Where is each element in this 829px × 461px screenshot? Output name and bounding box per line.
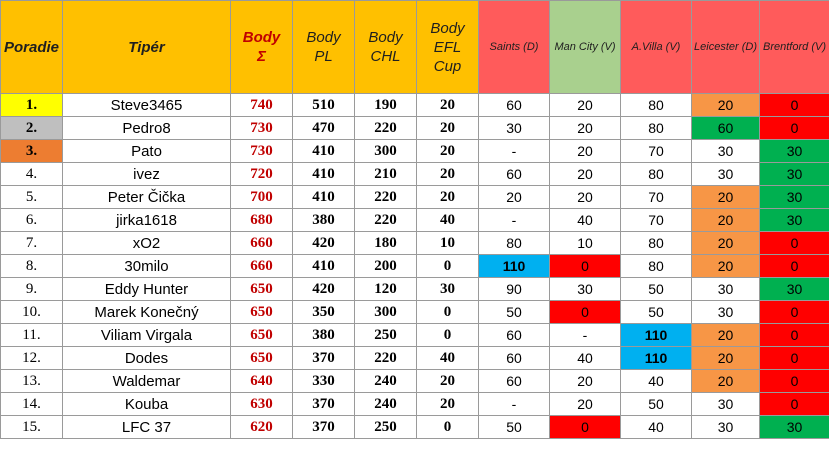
match-points-cell: 20 [479,186,550,209]
total-points-cell: 640 [231,370,293,393]
efl-points-cell: 0 [417,301,479,324]
header-efl-line1: Body [430,19,465,37]
match-points-cell: 30 [550,278,621,301]
match-points-cell: - [550,324,621,347]
efl-points-cell: 10 [417,232,479,255]
match-points-cell: 30 [760,278,829,301]
match-points-cell: 20 [692,324,760,347]
pl-points-cell: 380 [293,324,355,347]
match-points-cell: 30 [479,117,550,140]
rank-cell: 6. [1,209,63,232]
chl-points-cell: 190 [355,94,417,117]
header-efl [417,1,479,94]
table-row [1,209,829,232]
player-name-cell: LFC 37 [63,416,231,439]
total-points-cell: 730 [231,117,293,140]
player-name-cell: Peter Čička [63,186,231,209]
match-points-cell: 110 [621,347,692,370]
efl-points-cell: 20 [417,370,479,393]
match-points-cell: - [479,393,550,416]
player-name-cell: ivez [63,163,231,186]
match-points-cell: 30 [692,278,760,301]
match-points-cell: 30 [692,416,760,439]
total-points-cell: 700 [231,186,293,209]
match-points-cell: 40 [550,347,621,370]
rank-cell: 7. [1,232,63,255]
header-team-saints [479,1,550,94]
match-points-cell: 70 [621,140,692,163]
match-points-cell: 0 [550,255,621,278]
table-row [1,94,829,117]
pl-points-cell: 380 [293,209,355,232]
table-row [1,416,829,439]
match-points-cell: 30 [692,140,760,163]
match-points-cell: 80 [621,94,692,117]
match-points-cell: 80 [479,232,550,255]
match-points-cell: 50 [621,301,692,324]
match-points-cell: 80 [621,255,692,278]
match-points-cell: 20 [550,94,621,117]
header-total [231,1,293,94]
header-total-line1: Body [242,29,281,46]
player-name-cell: xO2 [63,232,231,255]
rank-cell: 13. [1,370,63,393]
efl-points-cell: 20 [417,94,479,117]
pl-points-cell: 420 [293,278,355,301]
header-chl [355,1,417,94]
total-points-cell: 680 [231,209,293,232]
pl-points-cell: 510 [293,94,355,117]
total-points-cell: 650 [231,347,293,370]
match-points-cell: 30 [692,301,760,324]
match-points-cell: - [479,209,550,232]
match-points-cell: 30 [692,393,760,416]
total-points-cell: 740 [231,94,293,117]
efl-points-cell: 20 [417,117,479,140]
chl-points-cell: 200 [355,255,417,278]
match-points-cell: 20 [550,163,621,186]
match-points-cell: 0 [760,301,829,324]
team-label: Man City (V) [554,41,616,53]
match-points-cell: 30 [760,416,829,439]
match-points-cell: 60 [692,117,760,140]
player-name-cell: jirka1618 [63,209,231,232]
player-name-cell: Eddy Hunter [63,278,231,301]
table-row [1,393,829,416]
header-name [63,1,231,94]
player-name-cell: Viliam Virgala [63,324,231,347]
match-points-cell: 20 [550,186,621,209]
header-team-avilla [621,1,692,94]
header-team-brentford [760,1,829,94]
total-points-cell: 650 [231,324,293,347]
rank-cell: 10. [1,301,63,324]
table-row [1,324,829,347]
header-pl-line1: Body [306,29,341,46]
header-pl [293,1,355,94]
chl-points-cell: 220 [355,209,417,232]
match-points-cell: 0 [760,324,829,347]
match-points-cell: 30 [692,163,760,186]
match-points-cell: 20 [692,186,760,209]
match-points-cell: 20 [692,94,760,117]
match-points-cell: 80 [621,163,692,186]
table-row [1,117,829,140]
header-total-line2: Σ [257,48,266,65]
rank-cell: 9. [1,278,63,301]
match-points-cell: 30 [760,186,829,209]
team-label: Saints (D) [489,41,539,53]
match-points-cell: 0 [760,347,829,370]
efl-points-cell: 30 [417,278,479,301]
match-points-cell: 20 [692,255,760,278]
match-points-cell: 110 [479,255,550,278]
chl-points-cell: 210 [355,163,417,186]
pl-points-cell: 410 [293,140,355,163]
total-points-cell: 650 [231,278,293,301]
match-points-cell: 0 [760,232,829,255]
match-points-cell: 50 [621,278,692,301]
player-name-cell: 30milo [63,255,231,278]
match-points-cell: 0 [550,301,621,324]
pl-points-cell: 350 [293,301,355,324]
match-points-cell: 0 [760,255,829,278]
chl-points-cell: 300 [355,301,417,324]
match-points-cell: 40 [550,209,621,232]
rank-cell: 15. [1,416,63,439]
chl-points-cell: 300 [355,140,417,163]
player-name-cell: Steve3465 [63,94,231,117]
table-row [1,232,829,255]
rank-cell: 4. [1,163,63,186]
total-points-cell: 720 [231,163,293,186]
chl-points-cell: 120 [355,278,417,301]
match-points-cell: 0 [760,94,829,117]
player-name-cell: Marek Konečný [63,301,231,324]
total-points-cell: 620 [231,416,293,439]
match-points-cell: 20 [550,140,621,163]
header-rank-label: Poradie [3,38,60,56]
player-name-cell: Waldemar [63,370,231,393]
pl-points-cell: 410 [293,255,355,278]
chl-points-cell: 240 [355,370,417,393]
rank-cell: 14. [1,393,63,416]
table-row [1,140,829,163]
match-points-cell: 10 [550,232,621,255]
efl-points-cell: 20 [417,140,479,163]
match-points-cell: 0 [760,393,829,416]
total-points-cell: 660 [231,232,293,255]
efl-points-cell: 0 [417,416,479,439]
team-label: Brentford (V) [763,41,826,53]
total-points-cell: 630 [231,393,293,416]
match-points-cell: 20 [692,232,760,255]
pl-points-cell: 370 [293,393,355,416]
pl-points-cell: 420 [293,232,355,255]
pl-points-cell: 330 [293,370,355,393]
efl-points-cell: 40 [417,209,479,232]
header-rank [1,1,63,94]
table-row [1,255,829,278]
match-points-cell: 80 [621,117,692,140]
rank-cell: 11. [1,324,63,347]
match-points-cell: 60 [479,94,550,117]
match-points-cell: 40 [621,370,692,393]
match-points-cell: 110 [621,324,692,347]
header-efl-line2: EFL [433,38,462,56]
table-row [1,278,829,301]
chl-points-cell: 220 [355,117,417,140]
match-points-cell: 30 [760,140,829,163]
match-points-cell: 40 [621,416,692,439]
match-points-cell: 60 [479,347,550,370]
header-chl-line1: Body [368,29,403,46]
match-points-cell: 0 [550,416,621,439]
match-points-cell: 20 [550,370,621,393]
match-points-cell: 50 [479,416,550,439]
efl-points-cell: 20 [417,393,479,416]
total-points-cell: 660 [231,255,293,278]
match-points-cell: 20 [692,209,760,232]
header-team-leicester [692,1,760,94]
pl-points-cell: 470 [293,117,355,140]
total-points-cell: 650 [231,301,293,324]
rank-cell: 12. [1,347,63,370]
match-points-cell: 50 [479,301,550,324]
player-name-cell: Kouba [63,393,231,416]
match-points-cell: 30 [760,163,829,186]
pl-points-cell: 410 [293,163,355,186]
efl-points-cell: 0 [417,255,479,278]
total-points-cell: 730 [231,140,293,163]
team-label: Leicester (D) [694,41,757,53]
player-name-cell: Pato [63,140,231,163]
rank-cell: 3. [1,140,63,163]
match-points-cell: 60 [479,324,550,347]
chl-points-cell: 240 [355,393,417,416]
pl-points-cell: 370 [293,347,355,370]
header-chl-line2: CHL [370,48,401,65]
match-points-cell: 50 [621,393,692,416]
chl-points-cell: 220 [355,347,417,370]
team-label: A.Villa (V) [631,41,681,53]
match-points-cell: 80 [621,232,692,255]
match-points-cell: 20 [550,393,621,416]
match-points-cell: 20 [692,370,760,393]
table-row [1,186,829,209]
player-name-cell: Pedro8 [63,117,231,140]
efl-points-cell: 20 [417,163,479,186]
rank-cell: 1. [1,94,63,117]
match-points-cell: 70 [621,209,692,232]
match-points-cell: 60 [479,370,550,393]
pl-points-cell: 410 [293,186,355,209]
rank-cell: 8. [1,255,63,278]
header-team-mancity [550,1,621,94]
header-name-label: Tipér [128,38,165,56]
rank-cell: 5. [1,186,63,209]
pl-points-cell: 370 [293,416,355,439]
table-row [1,301,829,324]
match-points-cell: 20 [692,347,760,370]
match-points-cell: 70 [621,186,692,209]
chl-points-cell: 250 [355,416,417,439]
chl-points-cell: 180 [355,232,417,255]
match-points-cell: 60 [479,163,550,186]
rank-cell: 2. [1,117,63,140]
header-pl-line2: PL [314,48,333,65]
match-points-cell: 0 [760,370,829,393]
match-points-cell: 90 [479,278,550,301]
player-name-cell: Dodes [63,347,231,370]
match-points-cell: 0 [760,117,829,140]
match-points-cell: - [479,140,550,163]
efl-points-cell: 20 [417,186,479,209]
efl-points-cell: 0 [417,324,479,347]
chl-points-cell: 220 [355,186,417,209]
header-efl-line3: Cup [433,57,462,75]
table-row [1,347,829,370]
chl-points-cell: 250 [355,324,417,347]
match-points-cell: 20 [550,117,621,140]
header-row [1,1,829,94]
standings-body [1,94,829,439]
table-row [1,370,829,393]
efl-points-cell: 40 [417,347,479,370]
match-points-cell: 30 [760,209,829,232]
table-row [1,163,829,186]
